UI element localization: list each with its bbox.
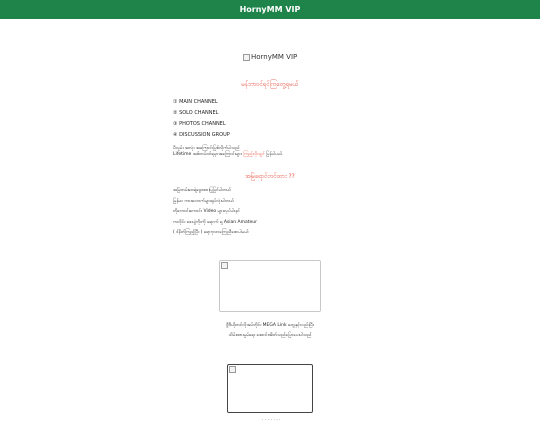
feature-line: တိုကောင်းကောင်း Video များလုပ်ပါးနင် — [173, 209, 240, 214]
paragraph-line: ပီလူမ်း အလုံး အကြောင်းပြစ်လိုက်ပါသည် — [173, 146, 240, 151]
partial-footer-text: · · · · · · · — [262, 418, 281, 423]
list-item: ③ PHOTOS CHANNEL — [173, 121, 226, 127]
list-item: ④ DISCUSSION GROUP — [173, 132, 230, 138]
broken-image-icon — [243, 54, 250, 61]
feature-line: ကလိုင်း ဒေးပျံကိုးကို ရောက် ရှ Asian Amateur — [173, 219, 257, 225]
section-heading-updates: အမြဲရောင်တင်ထား ?? — [245, 173, 295, 180]
preview-image-1[interactable] — [219, 260, 321, 312]
feature-line: မြန်မာ ကားလောက်များရုပ်လုံးပါတယ် — [173, 198, 234, 204]
preview-image-2[interactable] — [227, 364, 313, 413]
channel-list — [173, 97, 230, 141]
feature-lines — [173, 186, 257, 239]
lifetime-paragraph — [173, 146, 282, 158]
logo-alt-text: HornyMM VIP — [251, 53, 298, 61]
caption-line: သိမ်းထားမှုမ်ရေး အောင်းအိတ်သည်ပြောပေးပါသည် — [228, 333, 312, 338]
paragraph-line — [173, 152, 282, 158]
caption-line: ဗွီဒီယိုတင်လိုအပ်တိုင်း MEGA Link တွေနှင့်လည်းပြီး — [226, 323, 314, 328]
section-heading-members: မန်ဘာဝင်ရင်ကြတွေ့ရမယ် — [241, 81, 299, 88]
list-item: ② SOLO CHANNEL — [173, 110, 219, 116]
feature-line: ( ဒ်နိတ်ကြည့်ပြီး ) ရောဂုလာကြေညီဖောပါမယ် — [173, 230, 249, 235]
feature-line: အမြဲတမ်းဗေရဲ့ဗွေးထားပြုပြင်ပါတယ် — [173, 188, 231, 193]
site-title[interactable]: HornyMM VIP — [239, 5, 301, 14]
logo-image — [243, 53, 297, 61]
top-header-bar — [0, 0, 540, 19]
broken-image-icon — [229, 366, 236, 373]
paragraph-text: ပြန်ပါပယ် — [264, 152, 283, 157]
paragraph-text: Lifetime အစ်တပ်ဝင်ရမှာအကြောင်းများ — [173, 152, 244, 157]
broken-image-icon — [221, 262, 228, 269]
view-link[interactable]: ကြည့်လိုလျှင် — [243, 152, 265, 157]
list-item: ① MAIN CHANNEL — [173, 99, 218, 105]
mega-link-caption — [0, 321, 540, 341]
